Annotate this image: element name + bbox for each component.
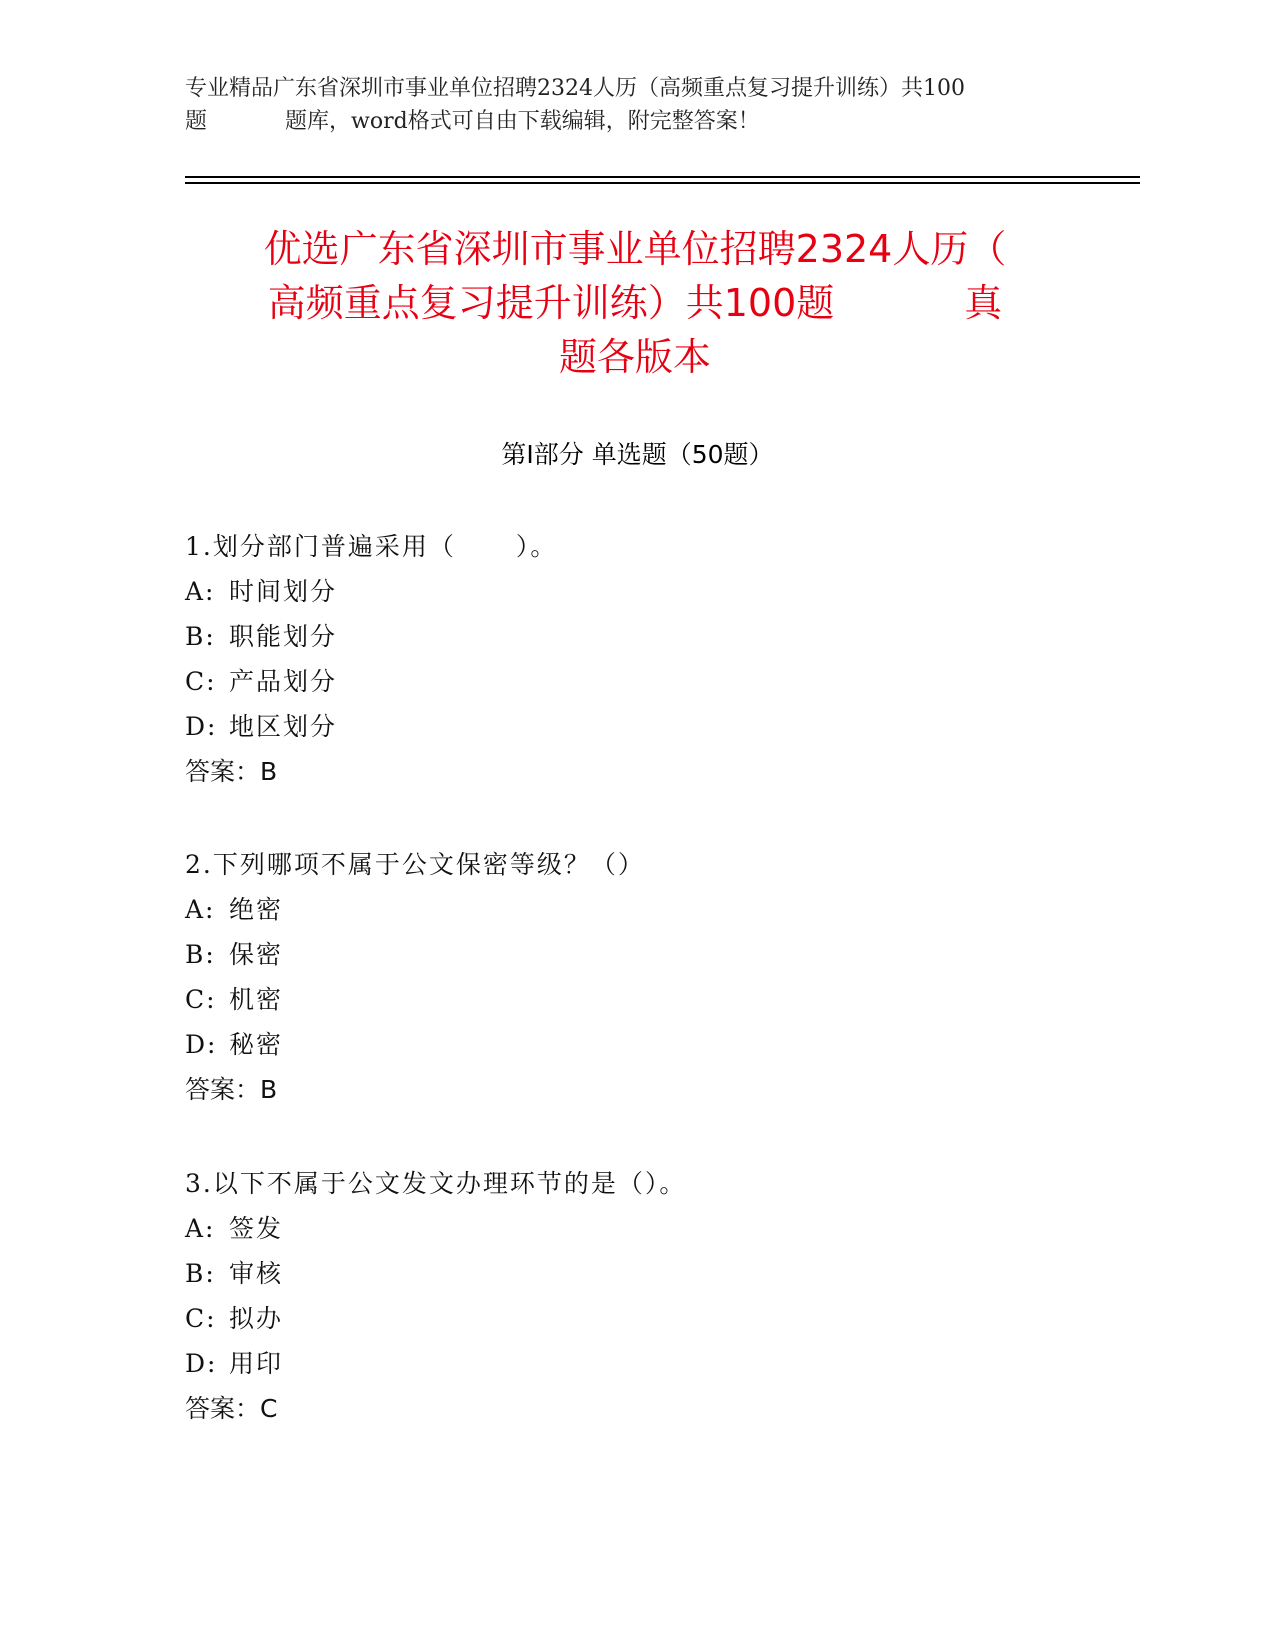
option-d [185, 704, 1085, 749]
question-1 [185, 524, 1085, 794]
option-label: D: [185, 1349, 218, 1378]
option-label: B: [185, 622, 216, 651]
option-label: D: [185, 712, 218, 741]
option-text: 签发 [229, 1214, 284, 1243]
document-title [160, 222, 1110, 384]
header-note-line-2 [185, 105, 1065, 138]
option-label: C: [185, 667, 217, 696]
option-d [185, 1022, 1085, 1067]
answer: 答案：B [185, 1075, 278, 1104]
header-divider-top [185, 176, 1140, 178]
header-note-line-2-start: 题 [185, 109, 208, 134]
section-title: 第Ⅰ部分 单选题（50题） [501, 440, 774, 469]
question-stem-start: 1.划分部门普遍采用（ [185, 532, 456, 561]
header-note [185, 72, 1065, 138]
option-label: C: [185, 985, 217, 1014]
header-note-line-1: 专业精品广东省深圳市事业单位招聘2324人历（高频重点复习提升训练）共100 [185, 76, 965, 101]
option-text: 机密 [229, 985, 284, 1014]
question-2 [185, 842, 1085, 1112]
option-label: D: [185, 1030, 218, 1059]
option-b [185, 1251, 1085, 1296]
option-text: 拟办 [229, 1304, 284, 1333]
header-note-line-2-end: 题库，word格式可自由下载编辑，附完整答案！ [285, 109, 760, 134]
option-a [185, 1206, 1085, 1251]
answer: 答案：C [185, 1394, 278, 1423]
option-text: 秘密 [229, 1030, 284, 1059]
option-b [185, 932, 1085, 977]
option-text: 职能划分 [229, 622, 338, 651]
option-text: 地区划分 [229, 712, 338, 741]
option-a [185, 887, 1085, 932]
question-stem: 3.以下不属于公文发文办理环节的是（）。 [185, 1169, 687, 1198]
option-label: A: [185, 577, 216, 606]
title-line-2-start: 高频重点复习提升训练）共100题 [267, 281, 835, 325]
option-c [185, 659, 1085, 704]
option-label: A: [185, 895, 216, 924]
option-label: B: [185, 940, 216, 969]
option-text: 用印 [229, 1349, 284, 1378]
option-label: B: [185, 1259, 216, 1288]
title-line-1: 优选广东省深圳市事业单位招聘2324人历（ [263, 227, 1007, 271]
title-line-2 [160, 276, 1110, 330]
question-stem [185, 524, 1085, 569]
option-b [185, 614, 1085, 659]
title-line-3: 题各版本 [558, 335, 711, 379]
option-text: 产品划分 [229, 667, 338, 696]
option-d [185, 1341, 1085, 1386]
option-text: 审核 [229, 1259, 284, 1288]
question-stem-end: ）。 [515, 532, 558, 561]
option-a [185, 569, 1085, 614]
option-c [185, 1296, 1085, 1341]
option-label: A: [185, 1214, 216, 1243]
option-c [185, 977, 1085, 1022]
title-line-2-end: 真 [964, 281, 1003, 325]
option-text: 保密 [229, 940, 284, 969]
option-text: 时间划分 [229, 577, 338, 606]
header-divider-bottom [185, 182, 1140, 184]
answer: 答案：B [185, 757, 278, 786]
option-label: C: [185, 1304, 217, 1333]
question-stem: 2.下列哪项不属于公文保密等级？（） [185, 850, 645, 879]
question-3 [185, 1161, 1085, 1431]
option-text: 绝密 [229, 895, 284, 924]
